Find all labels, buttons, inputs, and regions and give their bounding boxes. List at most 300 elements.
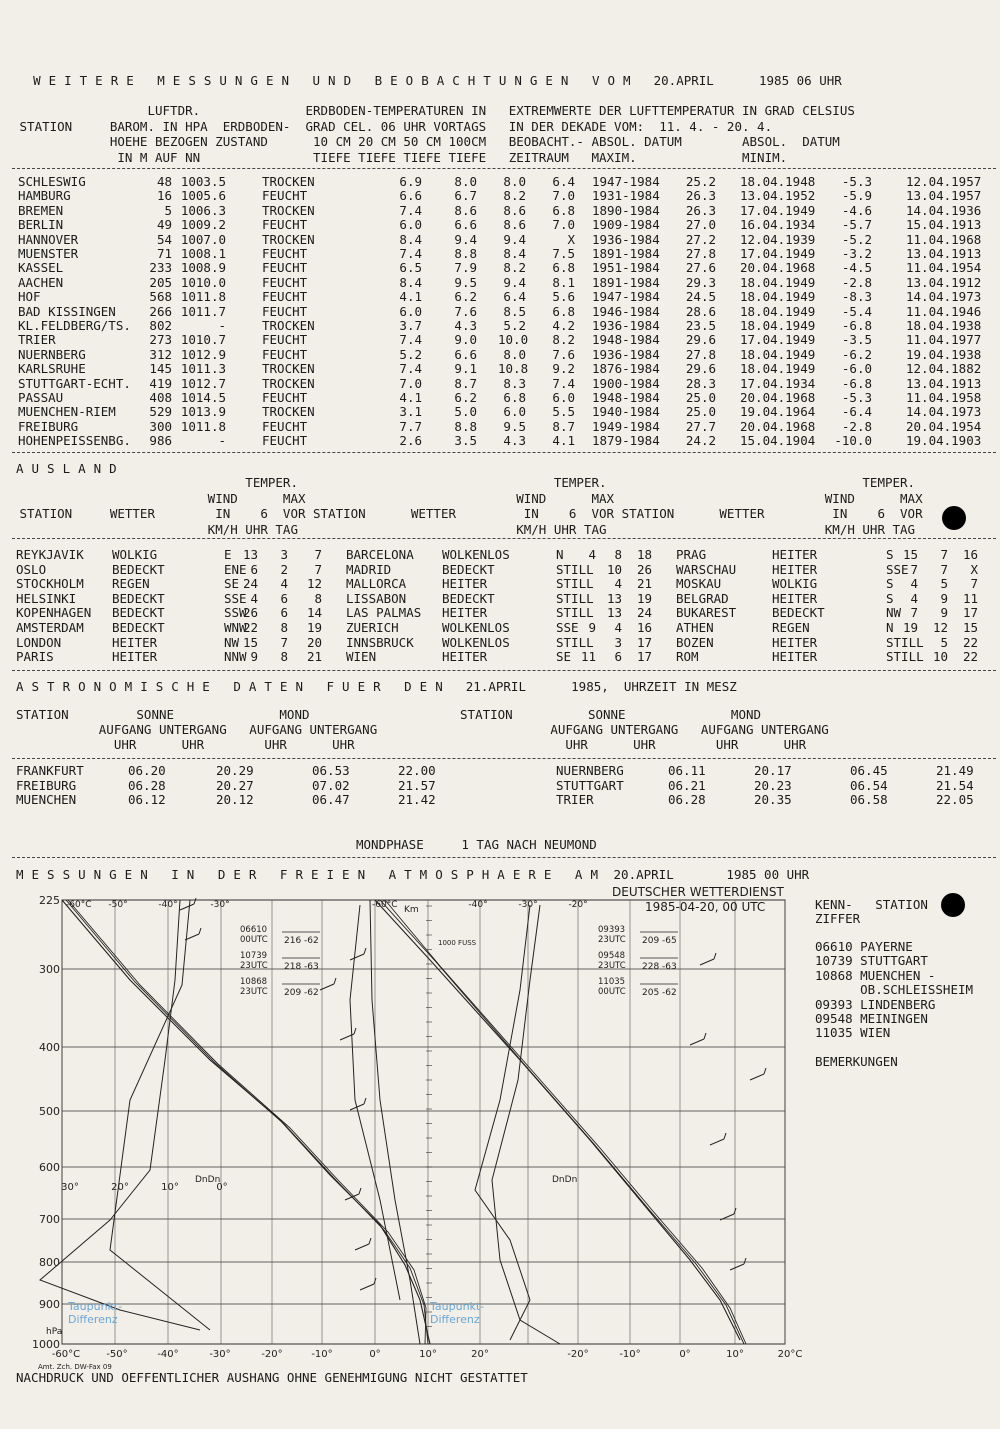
table-cell: 29.6: [685, 361, 716, 377]
table-cell: 18.04.1938: [906, 318, 982, 333]
table-cell: 1936-1984: [592, 318, 660, 333]
table-cell: -5.3: [841, 390, 872, 405]
table-cell: WOLKIG: [112, 547, 158, 562]
table-cell: LONDON: [16, 634, 62, 650]
table-cell: 18: [636, 547, 652, 562]
pressure-label: 600: [39, 1161, 60, 1174]
table-cell: 7: [970, 576, 978, 592]
table-cell: 8: [314, 590, 322, 606]
legend-left-time: 00UTC: [240, 935, 268, 945]
diagram-labels: [32, 894, 802, 1360]
table-cell: -5.7: [841, 217, 872, 233]
table-cell: 13.04.1957: [906, 188, 982, 204]
table-cell: LISSABON: [346, 590, 407, 606]
wind-barb: [354, 1028, 356, 1034]
divider: [12, 538, 996, 539]
table-cell: 6.4: [552, 174, 575, 189]
table-cell: 24.5: [685, 289, 716, 305]
table-cell: 6.0: [503, 404, 526, 420]
table-cell: N: [886, 620, 894, 635]
table-cell: 7.0: [552, 188, 575, 204]
table-cell: TROCKEN: [262, 231, 315, 247]
dew-scale-label: 20°: [111, 1182, 129, 1193]
astro-year: 1985,: [571, 679, 609, 694]
table-cell: 4.1: [399, 390, 422, 405]
table-cell: 20.29: [216, 763, 254, 778]
table-cell: 8.0: [503, 346, 526, 362]
axis-tick-label: -20°: [261, 1349, 283, 1360]
table-cell: -3.2: [841, 246, 872, 261]
table-cell: 802: [149, 318, 172, 333]
table-cell: -5.2: [841, 231, 872, 247]
table-cell: 8.4: [399, 274, 422, 290]
table-cell: 21: [636, 576, 652, 592]
table-cell: SE: [556, 649, 572, 665]
table-cell: OSLO: [16, 561, 47, 577]
table-cell: -2.8: [841, 418, 872, 434]
table-cell: FEUCHT: [262, 303, 308, 319]
table-cell: 12: [932, 620, 948, 635]
table-cell: 16: [962, 547, 978, 562]
table-cell: HELSINKI: [16, 590, 77, 606]
table-cell: 6.2: [454, 390, 477, 405]
table-cell: 20.23: [754, 777, 792, 793]
table-cell: -4.6: [841, 202, 872, 218]
table-cell: 48: [156, 174, 172, 189]
table-cell: 1008.9: [180, 260, 226, 276]
legend-left-time: 23UTC: [240, 987, 268, 997]
table-cell: 8.1: [552, 274, 575, 290]
table-cell: AMSTERDAM: [16, 620, 84, 635]
header-date: 20.APRIL: [653, 73, 714, 88]
table-cell: HEITER: [442, 576, 488, 592]
table-cell: 6.6: [454, 217, 477, 233]
table-cell: NW: [886, 605, 902, 621]
table-cell: HEITER: [772, 561, 818, 577]
wind-barbs: [180, 898, 766, 1290]
table-cell: SSE: [556, 620, 579, 635]
table-cell: WOLKENLOS: [442, 620, 510, 635]
table-cell: 13: [606, 605, 622, 621]
pressure-label: 400: [39, 1041, 60, 1054]
table-cell: 6.4: [503, 289, 526, 305]
table-cell: 10.0: [498, 332, 529, 348]
atmo-title: MESSUNGEN IN DER FREIEN ATMOSPHAERE AM: [16, 867, 606, 882]
table-cell: -6.8: [841, 318, 872, 333]
table-cell: 7: [280, 634, 288, 650]
table-cell: 6.5: [399, 260, 422, 276]
table-cell: 13: [606, 590, 622, 606]
table-cell: 9.4: [503, 274, 526, 290]
top-tick-label: -30°: [518, 900, 538, 910]
table-cell: 13.04.1913: [906, 246, 982, 261]
table-cell: KARLSRUHE: [18, 361, 86, 377]
table-cell: 06.45: [850, 763, 888, 778]
table-cell: SCHLESWIG: [18, 174, 86, 189]
table-cell: 1014.5: [180, 390, 226, 405]
table-cell: 21.54: [936, 777, 974, 793]
table-cell: TROCKEN: [262, 375, 315, 391]
divider: [12, 758, 996, 759]
table-cell: AACHEN: [18, 274, 64, 290]
table-cell: FRANKFURT: [16, 763, 84, 778]
wind-barb: [360, 1284, 374, 1290]
table-cell: 1879-1984: [592, 433, 660, 449]
table-cell: E: [224, 547, 232, 562]
table-cell: HEITER: [772, 590, 818, 606]
table-cell: -5.9: [841, 188, 872, 204]
station-key-item: 11035 WIEN: [815, 1025, 891, 1041]
table-cell: 21.57: [398, 777, 436, 793]
table-cell: 419: [149, 375, 172, 391]
table-cell: 19: [306, 620, 322, 635]
table-cell: 1948-1984: [592, 332, 660, 348]
table-cell: WARSCHAU: [676, 561, 737, 577]
table-cell: HEITER: [112, 649, 158, 665]
legend-left-value: 209 -62: [284, 988, 319, 998]
table-cell: MUENCHEN: [16, 792, 77, 808]
legend-right-time: 00UTC: [598, 987, 626, 997]
wind-barb: [199, 928, 201, 934]
axis-tick-label: 10°: [419, 1349, 437, 1360]
table-cell: 24.2: [685, 433, 716, 449]
table-cell: BEDECKT: [442, 561, 495, 577]
table-cell: BREMEN: [18, 202, 64, 218]
table-cell: 8: [280, 649, 288, 665]
table-cell: 11.04.1977: [906, 332, 982, 348]
table-cell: KL.FELDBERG/TS.: [18, 318, 131, 333]
table-cell: 14: [306, 605, 322, 621]
table-cell: MUENCHEN-RIEM: [18, 404, 116, 420]
taupunkt-label-right: Taupunkt- Differenz: [430, 1300, 485, 1326]
header-year-time: 1985 06 UHR: [759, 73, 842, 88]
table-cell: 13.04.1952: [740, 188, 816, 204]
table-cell: SSE: [224, 590, 247, 606]
table-cell: 20.12: [216, 792, 254, 808]
axis-tick-label: 10°: [726, 1349, 744, 1360]
table-cell: 266: [149, 303, 172, 319]
table-cell: 17: [636, 634, 652, 650]
table-cell: 8.4: [503, 246, 526, 261]
table-cell: 6.0: [552, 390, 575, 405]
table-cell: 4.2: [552, 318, 575, 333]
legend-right-id: 09548: [598, 951, 626, 961]
table-cell: 1936-1984: [592, 231, 660, 247]
table-cell: 18.04.1949: [740, 303, 816, 319]
table-cell: HEITER: [772, 547, 818, 562]
table-cell: 9: [940, 605, 948, 621]
table-cell: 26: [242, 605, 258, 621]
table-cell: 06.20: [128, 763, 166, 778]
table-cell: 9.2: [552, 361, 575, 377]
table-cell: 1011.3: [180, 361, 226, 377]
atmo-date: 20.APRIL: [613, 867, 674, 882]
divider: [12, 168, 996, 169]
table-cell: 3: [614, 634, 622, 650]
table-cell: 9.5: [454, 274, 477, 290]
taupunkt-label-left: Taupunkt- Differenz: [68, 1300, 123, 1326]
table-cell: 1012.9: [180, 346, 226, 362]
table-cell: 11: [962, 590, 978, 606]
legend-right-time: 23UTC: [598, 961, 626, 971]
table-cell: 06.11: [668, 763, 706, 778]
table-cell: 9: [940, 590, 948, 606]
table-cell: 1010.7: [180, 332, 226, 348]
table-cell: -4.5: [841, 260, 872, 276]
table-cell: 6.6: [399, 188, 422, 204]
table-cell: 26.3: [685, 202, 716, 218]
table-cell: 5.2: [399, 346, 422, 362]
table-cell: PARIS: [16, 649, 54, 665]
table-cell: 1951-1984: [592, 260, 660, 276]
table-cell: STILL: [886, 634, 924, 650]
table-cell: 13.04.1913: [906, 375, 982, 391]
wind-barb: [690, 1039, 704, 1045]
table-cell: 233: [149, 260, 172, 276]
table-cell: 6.2: [454, 289, 477, 305]
table-cell: 5.2: [503, 318, 526, 333]
table-cell: 8.8: [454, 246, 477, 261]
legend-right-id: 09393: [598, 925, 626, 935]
table-cell: 14.04.1973: [906, 404, 982, 420]
table-cell: 145: [149, 361, 172, 377]
table-cell: -: [218, 433, 226, 449]
table-cell: 1010.0: [180, 274, 226, 290]
table-cell: 17.04.1949: [740, 246, 816, 261]
wind-barb: [700, 959, 714, 965]
sounding-curves: [40, 900, 746, 1344]
axis-tick-label: -60°C: [51, 1349, 81, 1360]
table-cell: -6.2: [841, 346, 872, 362]
table-cell: 300: [149, 418, 172, 434]
axis-tick-label: -20°: [567, 1349, 589, 1360]
table-cell: 24: [242, 576, 258, 592]
table-cell: -3.5: [841, 332, 872, 348]
table-cell: 8.6: [503, 217, 526, 233]
table-cell: FEUCHT: [262, 274, 308, 290]
table-cell: 6.6: [454, 346, 477, 362]
table-cell: HEITER: [442, 605, 488, 621]
pressure-label: 900: [39, 1298, 60, 1311]
table-cell: 5.6: [552, 289, 575, 305]
table-cell: 16: [156, 188, 172, 204]
table-cell: 27.0: [685, 217, 716, 233]
table-cell: 7.4: [399, 332, 422, 348]
table-cell: TRIER: [18, 332, 56, 348]
table-cell: 24: [636, 605, 652, 621]
table-cell: 11.04.1954: [906, 260, 982, 276]
table-cell: MALLORCA: [346, 576, 407, 592]
table-cell: 1947-1984: [592, 174, 660, 189]
table-cell: 6: [280, 590, 288, 606]
station-key-item: 10739 STUTTGART: [815, 953, 928, 969]
punch-hole: [942, 506, 966, 530]
table-cell: TROCKEN: [262, 361, 315, 377]
astro-date: 21.APRIL: [465, 679, 526, 694]
table-cell: 1876-1984: [592, 361, 660, 377]
axis-tick-label: -10°: [619, 1349, 641, 1360]
table-cell: WOLKIG: [772, 576, 818, 592]
table-cell: 1931-1984: [592, 188, 660, 204]
table-cell: 1005.6: [180, 188, 226, 204]
table-cell: 6.0: [399, 217, 422, 233]
table-cell: X: [970, 561, 978, 577]
table-cell: 17.04.1949: [740, 332, 816, 348]
pressure-label: 700: [39, 1213, 60, 1226]
table-cell: 11.04.1946: [906, 303, 982, 319]
table-cell: 9.4: [503, 231, 526, 247]
table-cell: ZUERICH: [346, 620, 399, 635]
table-cell: 28.6: [685, 303, 716, 319]
table-cell: BEDECKT: [112, 605, 165, 621]
table-cell: 29.6: [685, 332, 716, 348]
table-cell: 1011.8: [180, 418, 226, 434]
axis-tick-label: -10°: [311, 1349, 333, 1360]
legend-left-time: 23UTC: [240, 961, 268, 971]
table-cell: 529: [149, 404, 172, 420]
table-cell: 12.04.1939: [740, 231, 816, 247]
table-cell: 568: [149, 289, 172, 305]
table-cell: 7.0: [552, 217, 575, 233]
table-cell: SSE: [886, 561, 909, 577]
table-cell: 19.04.1964: [740, 404, 816, 420]
table-cell: 1006.3: [180, 202, 226, 218]
table-cell: FEUCHT: [262, 346, 308, 362]
table-cell: 06.53: [312, 763, 350, 778]
table-cell: 1946-1984: [592, 303, 660, 319]
report-header: [18, 60, 842, 88]
table-cell: 07.02: [312, 777, 350, 793]
table-cell: FEUCHT: [262, 418, 308, 434]
table-cell: FEUCHT: [262, 246, 308, 261]
table-cell: -6.8: [841, 375, 872, 391]
table-cell: 7.0: [399, 375, 422, 391]
table-cell: STOCKHOLM: [16, 576, 84, 592]
table-cell: FEUCHT: [262, 289, 308, 305]
top-tick-label: -40°: [158, 900, 178, 910]
moon-phase-value: 1 TAG NACH NEUMOND: [461, 837, 597, 852]
table-cell: ATHEN: [676, 620, 714, 635]
table-cell: 9.0: [454, 332, 477, 348]
pressure-label: 300: [39, 963, 60, 976]
table-cell: 1011.8: [180, 289, 226, 305]
temp-curve-right: [375, 900, 740, 1340]
table-cell: HAMBURG: [18, 188, 71, 204]
table-cell: -10.0: [834, 433, 872, 449]
table-cell: HEITER: [442, 649, 488, 665]
temp-curve-right: [380, 900, 744, 1344]
table-cell: 29.3: [685, 274, 716, 290]
wind-barb: [350, 954, 364, 960]
table-cell: 22: [242, 620, 258, 635]
table-cell: BEDECKT: [772, 605, 825, 621]
table-cell: 6.0: [399, 303, 422, 319]
table-cell: KOPENHAGEN: [16, 605, 92, 621]
table-cell: 6.7: [454, 188, 477, 204]
table-cell: 1891-1984: [592, 246, 660, 261]
legend-left-id: 10739: [240, 951, 268, 961]
table-cell: S: [886, 590, 894, 606]
table-cell: 06.28: [128, 777, 166, 793]
table-cell: TROCKEN: [262, 174, 315, 189]
table-cell: 06.54: [850, 777, 888, 793]
table-cell: 7.4: [552, 375, 575, 391]
table-cell: 13.04.1912: [906, 274, 982, 290]
top-tick-label: -30°: [210, 900, 230, 910]
table-cell: 7: [314, 547, 322, 562]
table-cell: 15: [962, 620, 978, 635]
table-cell: NW: [224, 634, 240, 650]
wind-barb: [355, 1244, 369, 1250]
table-cell: 6: [250, 561, 258, 577]
table-cell: STILL: [886, 649, 924, 665]
table-cell: BELGRAD: [676, 590, 729, 606]
table-cell: 1009.2: [180, 217, 226, 233]
table-cell: 12.04.1957: [906, 174, 982, 189]
wind-barb: [369, 1238, 371, 1244]
table-cell: 6.8: [552, 260, 575, 276]
table-cell: 25.0: [685, 404, 716, 420]
table-cell: 4: [910, 576, 918, 592]
table-cell: HEITER: [112, 634, 158, 650]
table-cell: 1900-1984: [592, 375, 660, 391]
table-cell: 20.04.1954: [906, 418, 982, 434]
table-cell: REGEN: [772, 620, 810, 635]
table-cell: 10: [606, 561, 622, 577]
fuss-label: 1000 FUSS: [438, 939, 477, 947]
table-cell: HEITER: [772, 649, 818, 665]
station-key-item: OB.SCHLEISSHEIM: [815, 982, 974, 998]
table-cell: REYKJAVIK: [16, 547, 84, 562]
table-cell: 1003.5: [180, 174, 226, 189]
table-cell: 10: [932, 649, 948, 665]
table-cell: STUTTGART-ECHT.: [18, 375, 131, 391]
table-cell: 14.04.1936: [906, 202, 982, 218]
table-cell: 14.04.1973: [906, 289, 982, 305]
table-cell: 22.05: [936, 792, 974, 808]
table-cell: 1007.0: [180, 231, 226, 247]
station-key-item: 06610 PAYERNE: [815, 939, 913, 954]
table-cell: 6.8: [552, 202, 575, 218]
table-cell: 27.8: [685, 246, 716, 261]
dew-scale-label: 0°: [216, 1182, 228, 1193]
table-cell: 18.04.1948: [740, 174, 816, 189]
table-cell: 06.58: [850, 792, 888, 808]
table-cell: 6: [280, 605, 288, 621]
header-title: WEITERE MESSUNGEN UND BEOBACHTUNGEN VOM: [33, 73, 639, 88]
table-cell: ENE: [224, 561, 247, 577]
table-cell: 20.27: [216, 777, 254, 793]
table-cell: 408: [149, 390, 172, 405]
table-cell: 54: [156, 231, 172, 247]
table-header-line: STATION WETTER IN 6 VOR STATION WETTER IN 6 VOR STATION WETTER IN 6 VOR: [12, 506, 923, 521]
table-cell: 8.8: [454, 418, 477, 434]
table-cell: 11: [580, 649, 596, 665]
legend-right-value: 228 -63: [642, 962, 677, 972]
table-cell: FREIBURG: [16, 777, 77, 793]
table-header-line: HOEHE BEZOGEN ZUSTAND 10 CM 20 CM 50 CM 100CM BEOBACHT.- ABSOL. DATUM ABSOL. DATUM: [12, 134, 840, 149]
table-cell: 4: [910, 590, 918, 606]
moon-phase-label: MONDPHASE: [356, 837, 424, 852]
legend-left-id: 10868: [240, 977, 268, 987]
km-label: Km: [404, 905, 419, 915]
table-cell: 11.04.1968: [906, 231, 982, 247]
table-cell: 986: [149, 433, 172, 449]
table-cell: 7.6: [552, 346, 575, 362]
station-key-item: 09393 LINDENBERG: [815, 996, 936, 1012]
table-cell: -5.4: [841, 303, 872, 319]
table-cell: 8.0: [503, 174, 526, 189]
